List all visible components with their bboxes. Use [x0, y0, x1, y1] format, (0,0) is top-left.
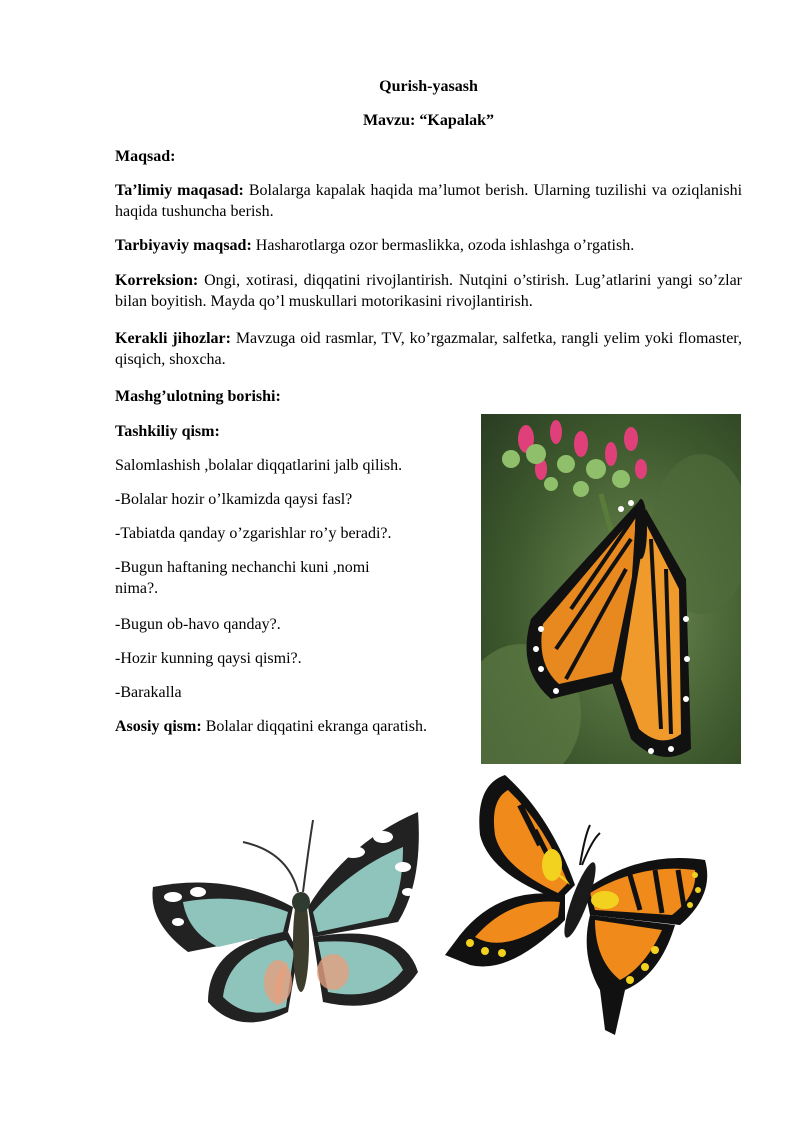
equipment-label: Kerakli jihozlar:: [115, 330, 231, 347]
main-part-text: Bolalar diqqatini ekranga qaratish.: [201, 718, 427, 735]
organizational-heading: Tashkiliy qism:: [115, 423, 220, 440]
correction-goal: [115, 270, 742, 312]
lesson-line: -Bolalar hozir o’lkamizda qaysi fasl?: [115, 491, 353, 508]
lesson-line: -Tabiatda qanday o’zgarishlar ro’y beradi?.: [115, 525, 392, 542]
orange-swallowtail-illustration: [440, 775, 712, 1037]
main-part-label: Asosiy qism:: [115, 718, 202, 735]
educational-goal-label: Ta’limiy maqasad:: [115, 182, 244, 199]
document-topic: Mavzu: “Kapalak”: [362, 112, 495, 129]
lesson-line: Salomlashish ,bolalar diqqatlarini jalb qilish.: [115, 457, 403, 474]
goals-heading: Maqsad:: [115, 148, 176, 165]
upbringing-goal: [115, 235, 742, 256]
upbringing-goal-text: Hasharotlarga ozor bermaslikka, ozoda ishlashga o’rgatish.: [251, 237, 635, 254]
document-title: Qurish-yasash: [379, 78, 478, 95]
teal-butterfly-illustration: [148, 812, 423, 1047]
equipment-list: [115, 328, 742, 370]
equipment-text: Mavzuga oid rasmlar, TV, ko’rgazmalar, salfetka, rangli yelim yoki flomaster, qisqich, shoxcha.: [115, 330, 742, 368]
correction-goal-text: Ongi, xotirasi, diqqatini rivojlantirish. Nutqini o’stirish. Lug’atlarini yangi so’zlar bilan boyitish. Mayda qo’l muskullari motorikasini rivojlantirish.: [115, 272, 742, 310]
upbringing-goal-label: Tarbiyaviy maqsad:: [115, 237, 252, 254]
educational-goal-text: Bolalarga kapalak haqida ma’lumot berish. Ularning tuzilishi va oziqlanishi haqida tushuncha berish.: [115, 182, 743, 220]
lesson-heading: Mashg’ulotning borishi:: [115, 388, 281, 405]
monarch-butterfly-photo: [481, 414, 741, 764]
main-part: [115, 716, 431, 737]
educational-goal: [115, 180, 742, 222]
lesson-line: -Bugun ob-havo qanday?.: [115, 616, 281, 633]
lesson-line: -Hozir kunning qaysi qismi?.: [115, 650, 302, 667]
correction-goal-label: Korreksion:: [115, 272, 199, 289]
lesson-line: -Bugun haftaning nechanchi kuni ,nomi nima?.: [115, 559, 370, 597]
lesson-line: -Barakalla: [115, 684, 182, 701]
